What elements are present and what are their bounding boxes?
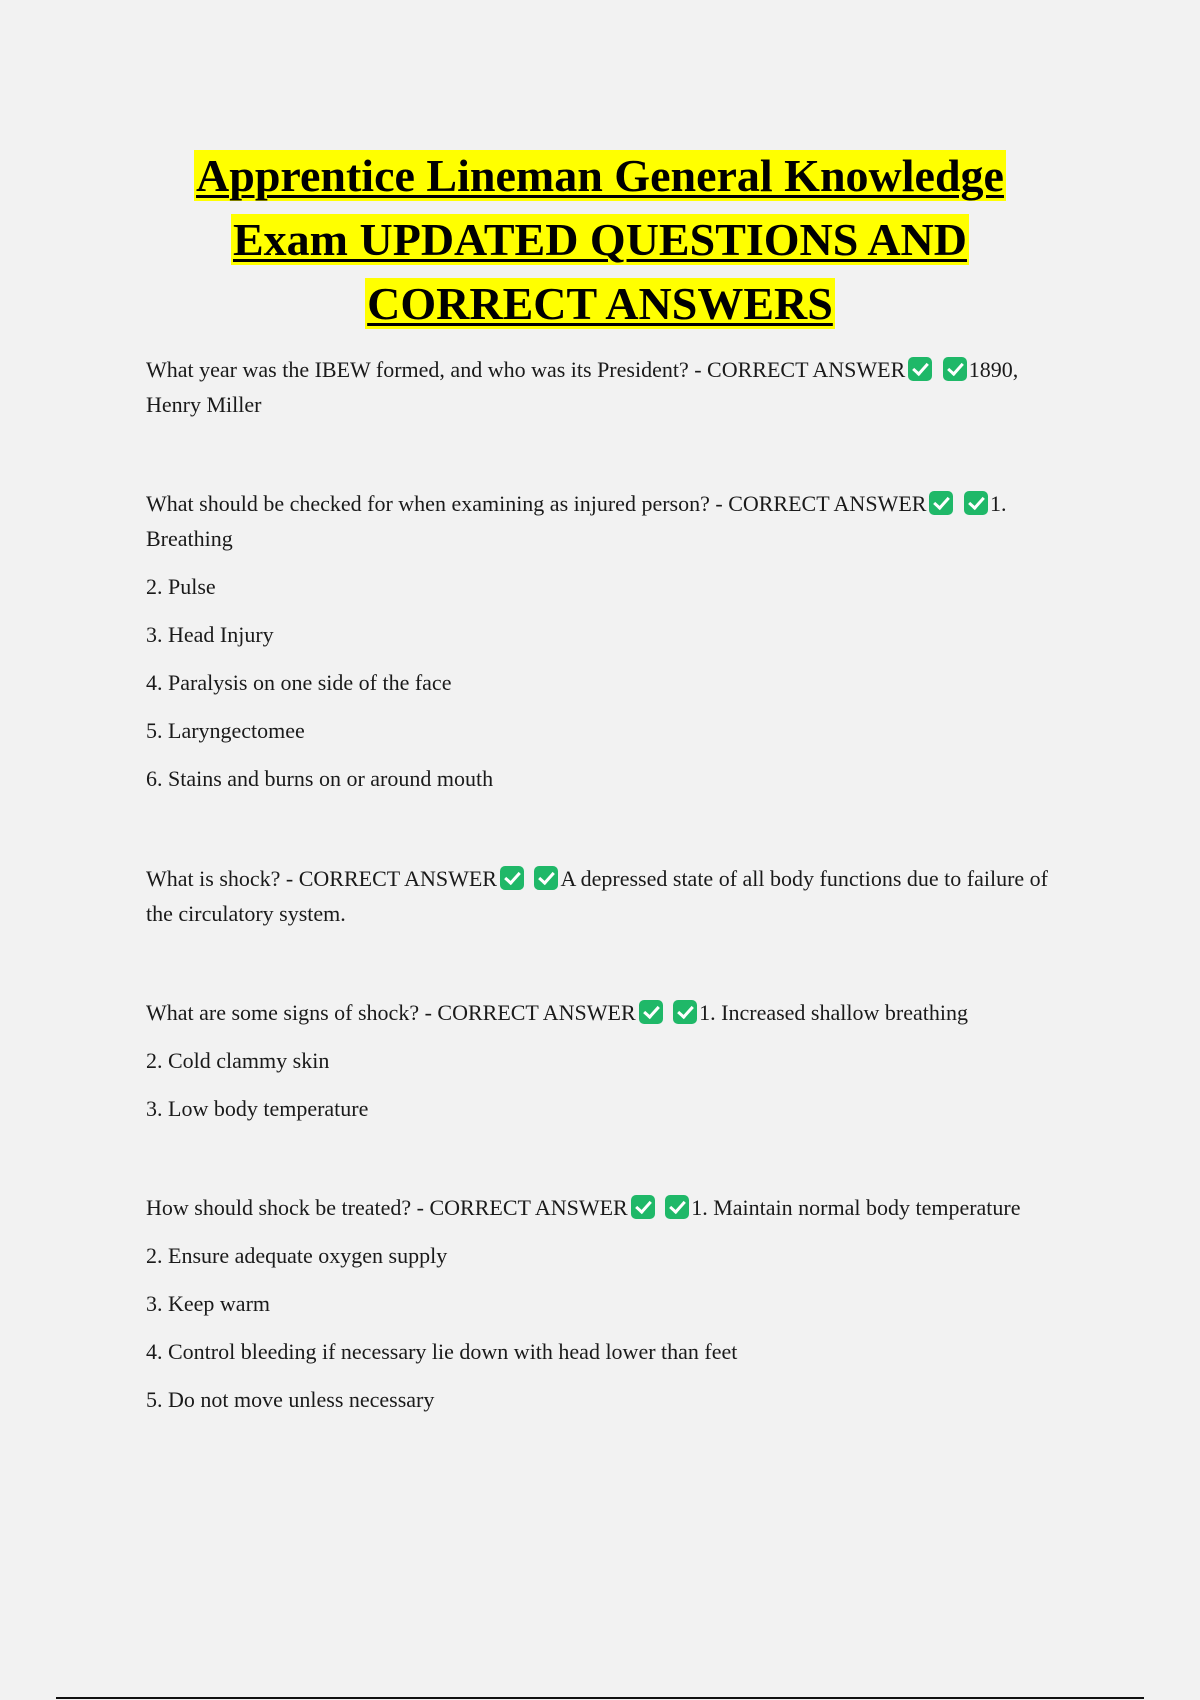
- document-title: [120, 144, 1080, 336]
- answer-list-item: 2. Ensure adequate oxygen supply: [146, 1243, 448, 1268]
- answer-list-item: 3. Keep warm: [146, 1291, 271, 1316]
- answer-list-item: 2. Pulse: [146, 574, 216, 599]
- green-check-box-icon: [908, 357, 932, 381]
- qa-block-5: [146, 1190, 1066, 1417]
- qa-block-2: [146, 486, 1066, 796]
- answer-list-item: 4. Control bleeding if necessary lie down with head lower than feet: [146, 1339, 738, 1364]
- green-check-box-icon: [631, 1195, 655, 1219]
- question-text: How should shock be treated? - CORRECT ANSWER: [146, 1195, 628, 1220]
- question-text: What are some signs of shock? - CORRECT ANSWER: [146, 1000, 636, 1025]
- title-line-2: Exam UPDATED QUESTIONS AND: [233, 214, 967, 265]
- qa-block-3: [146, 861, 1066, 931]
- footer-divider: [56, 1697, 1144, 1699]
- answer-list-item: 5. Laryngectomee: [146, 718, 305, 743]
- answer-list-item: 2. Cold clammy skin: [146, 1048, 330, 1073]
- answer-list-item: 4. Paralysis on one side of the face: [146, 670, 452, 695]
- qa-line: [146, 352, 1066, 422]
- green-check-box-icon: [500, 866, 524, 890]
- question-text: What is shock? - CORRECT ANSWER: [146, 866, 497, 891]
- green-check-box-icon: [673, 1000, 697, 1024]
- green-check-box-icon: [639, 1000, 663, 1024]
- answer-list-item: 3. Head Injury: [146, 622, 274, 647]
- answer-text: 1890, Henry Miller: [146, 357, 1019, 417]
- answer-text: A depressed state of all body functions due to failure of the circulatory system.: [146, 866, 1049, 926]
- answer-list-item: 3. Low body temperature: [146, 1096, 369, 1121]
- qa-list: [146, 352, 1066, 1417]
- green-check-box-icon: [929, 491, 953, 515]
- green-check-box-icon: [665, 1195, 689, 1219]
- qa-line: [146, 486, 1066, 556]
- qa-block-4: [146, 995, 1066, 1126]
- answer-list-item: 5. Do not move unless necessary: [146, 1387, 435, 1412]
- answer-text: 1. Increased shallow breathing: [699, 1000, 968, 1025]
- qa-line: [146, 861, 1066, 931]
- qa-block-1: [146, 352, 1066, 422]
- question-text: What year was the IBEW formed, and who was its President? - CORRECT ANSWER: [146, 357, 906, 382]
- question-text: What should be checked for when examining as injured person? - CORRECT ANSWER: [146, 491, 927, 516]
- title-line-3: CORRECT ANSWERS: [367, 278, 833, 329]
- green-check-box-icon: [943, 357, 967, 381]
- qa-line: [146, 995, 1066, 1030]
- green-check-box-icon: [964, 491, 988, 515]
- answer-text: 1. Breathing: [146, 491, 1007, 551]
- qa-line: [146, 1190, 1066, 1225]
- title-line-1: Apprentice Lineman General Knowledge: [196, 150, 1004, 201]
- green-check-box-icon: [534, 866, 558, 890]
- answer-list-item: 6. Stains and burns on or around mouth: [146, 766, 494, 791]
- answer-text: 1. Maintain normal body temperature: [691, 1195, 1021, 1220]
